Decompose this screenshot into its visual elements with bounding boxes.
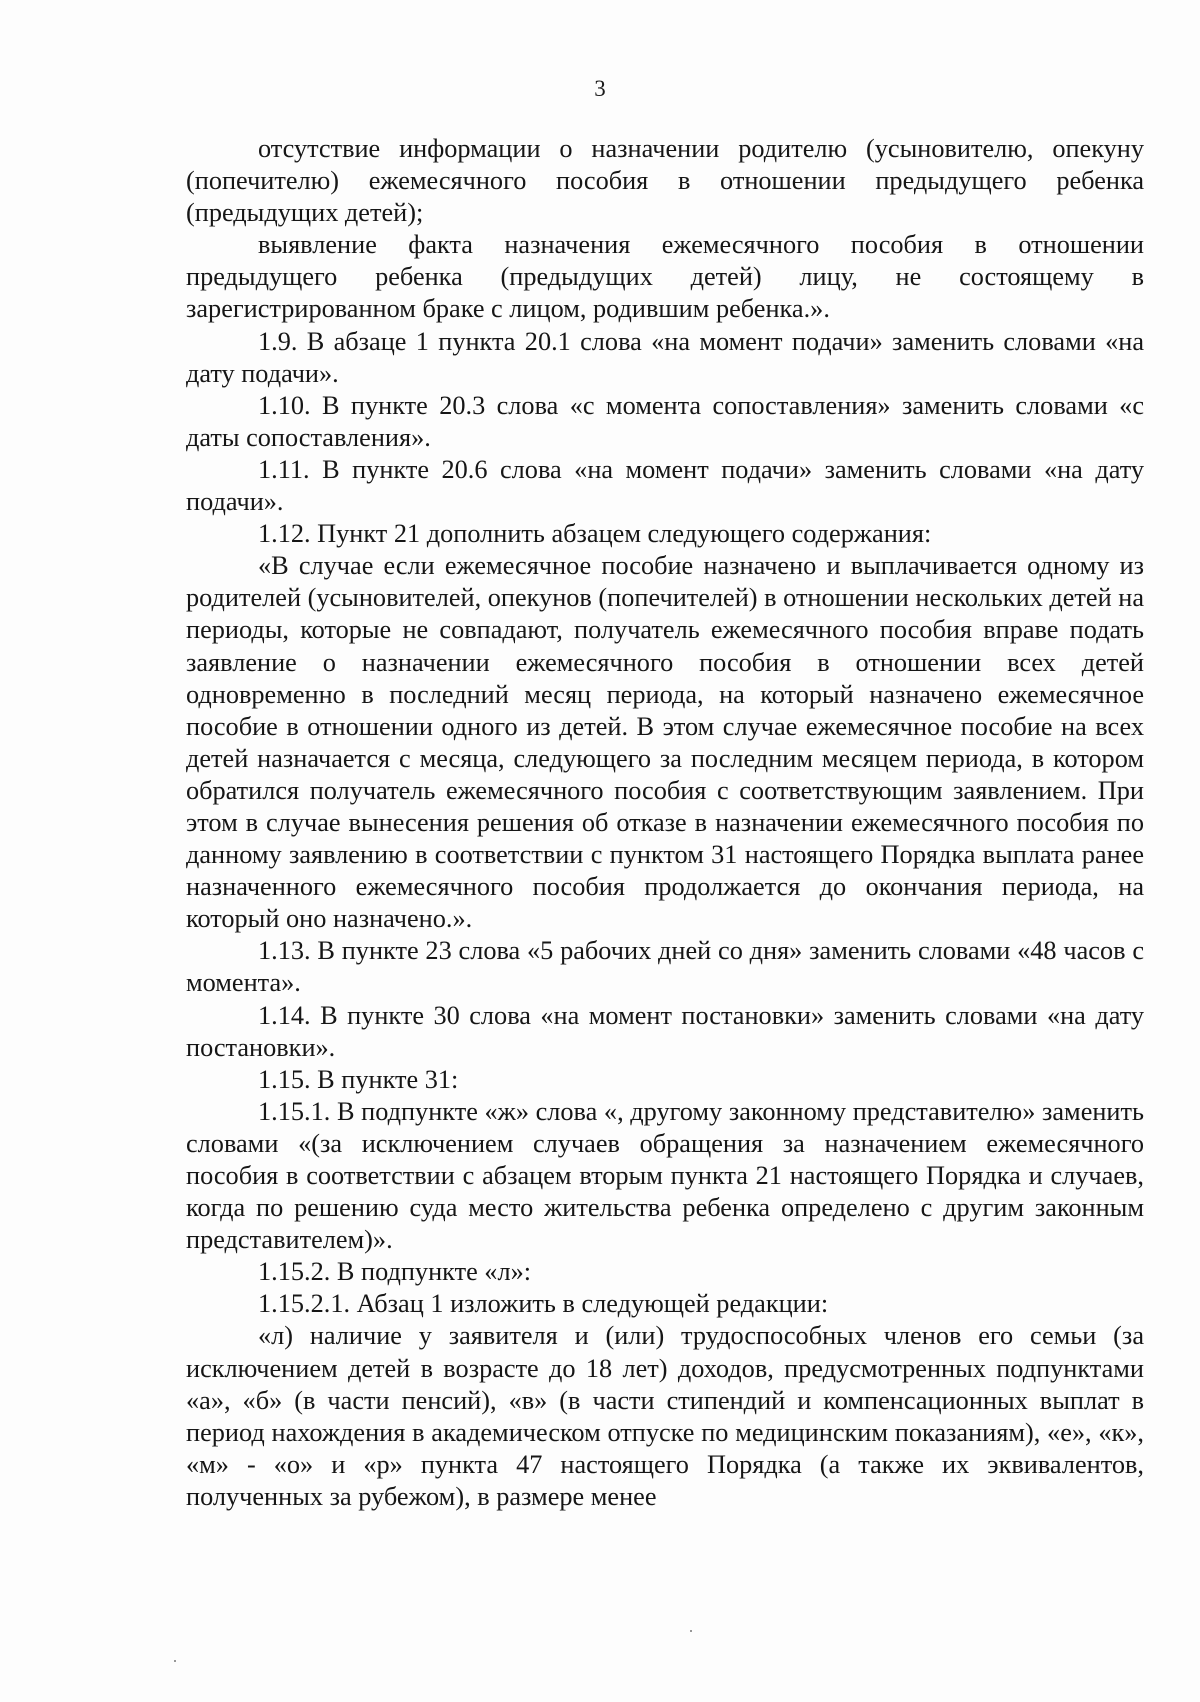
document-body xyxy=(186,133,1144,1513)
paragraph: 1.15.2. В подпункте «л»: xyxy=(258,1257,532,1287)
paragraph: отсутствие информации о назначении родителю (усыновителю, опекуну (попечителю) ежемесячного пособия в отношении предыдущего ребенка (предыдущих детей); xyxy=(186,134,1144,228)
paragraph: 1.15.2.1. Абзац 1 изложить в следующей редакции: xyxy=(258,1289,829,1319)
page-number: 3 xyxy=(594,76,606,101)
paragraph: 1.10. В пункте 20.3 слова «с момента сопоставления» заменить словами «с даты сопоставления». xyxy=(186,390,1144,452)
paragraph: 1.15. В пункте 31: xyxy=(258,1064,459,1094)
scan-speck xyxy=(174,1660,176,1662)
paragraph: 1.15.1. В подпункте «ж» слова «, другому законному представителю» заменить словами «(за исключением случаев обращения за назначением ежемесячного пособия в соответствии с абзацем вторым пункта 21 настоящего Порядка и случаев, когда по решению суда место жительства ребенка определено с другим законным представителем)». xyxy=(186,1096,1144,1255)
paragraph: 1.14. В пункте 30 слова «на момент постановки» заменить словами «на дату постановки». xyxy=(186,1000,1144,1062)
paragraph: 1.11. В пункте 20.6 слова «на момент подачи» заменить словами «на дату подачи». xyxy=(186,454,1144,517)
paragraph: 1.13. В пункте 23 слова «5 рабочих дней со дня» заменить словами «48 часов с момента». xyxy=(186,936,1144,998)
paragraph: выявление факта назначения ежемесячного пособия в отношении предыдущего ребенка (предыдущих детей) лицу, не состоящему в зарегистрированном браке с лицом, родившим ребенка.». xyxy=(186,230,1144,324)
scan-speck xyxy=(690,1630,692,1632)
paragraph: «В случае если ежемесячное пособие назначено и выплачивается одному из родителей (усыновителей, опекунов (попечителей) в отношении нескольких детей на периоды, которые не совпадают, получатель ежемесячного пособия вправе подать заявление о назначении ежемесячного пособия в отношении всех детей одновременно в последний месяц периода, на который назначено ежемесячное пособие в отношении одного из детей. В этом случае ежемесячное пособие на всех детей назначается с месяца, следующего за последним месяцем периода, в котором обратился получатель ежемесячного пособия с соответствующим заявлением. При этом в случае вынесения решения об отказе в назначении ежемесячного пособия по данному заявлению в соответствии с пунктом 31 настоящего Порядка выплата ранее назначенного ежемесячного пособия продолжается до окончания периода, на который оно назначено.». xyxy=(186,551,1144,934)
paragraph: 1.12. Пункт 21 дополнить абзацем следующего содержания: xyxy=(258,519,932,549)
paragraph: 1.9. В абзаце 1 пункта 20.1 слова «на момент подачи» заменить словами «на дату подачи». xyxy=(186,326,1144,388)
paragraph: «л) наличие у заявителя и (или) трудоспособных членов его семьи (за исключением детей в возрасте до 18 лет) доходов, предусмотренных подпунктами «а», «б» (в части пенсий), «в» (в части стипендий и компенсационных выплат в период нахождения в академическом отпуске по медицинским показаниям), «е», «к», «м» - «о» и «р» пункта 47 настоящего Порядка (а также их эквивалентов, полученных за рубежом), в размере менее xyxy=(186,1321,1144,1511)
